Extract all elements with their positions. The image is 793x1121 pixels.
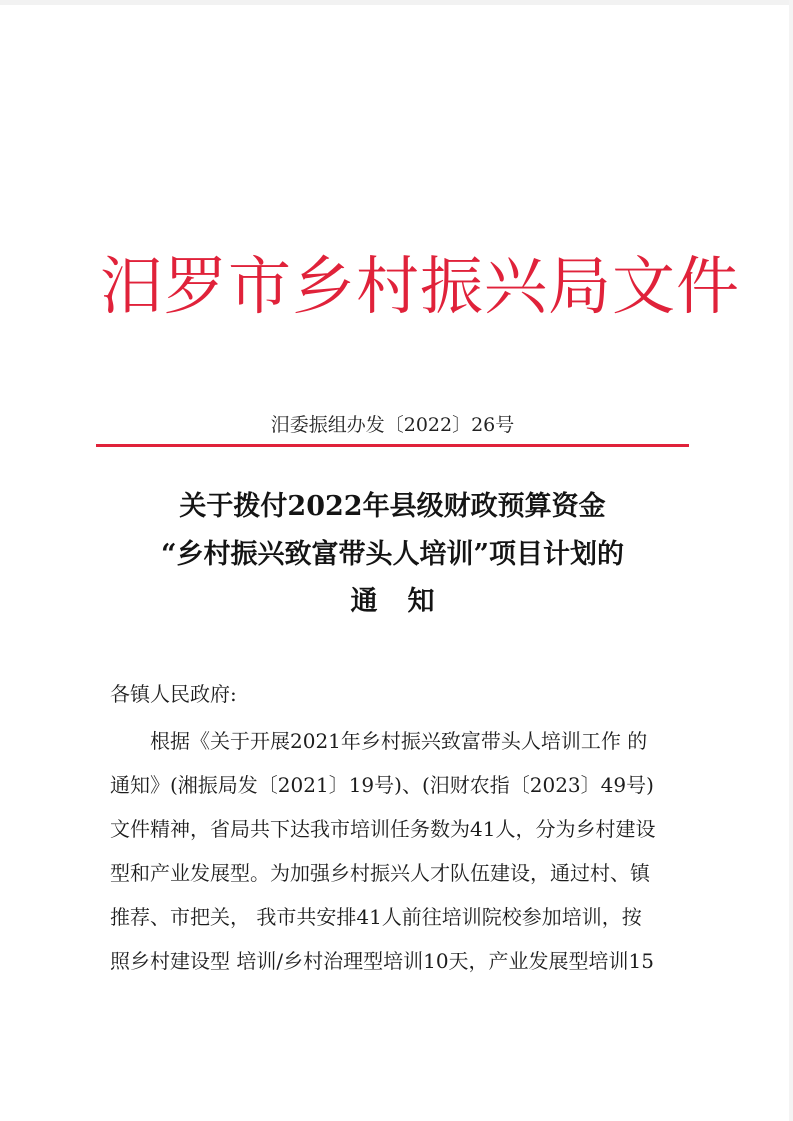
scan-edge-right [789, 0, 793, 1121]
title-line-3: 通知 [350, 586, 465, 617]
title-line-2: “乡村振兴致富带头人培训”项目计划的 [160, 539, 625, 570]
salutation: 各镇人民政府: [110, 682, 237, 706]
body-line-6: 照乡村建设型 培训/乡村治理型培训10天，产业发展型培训15 [110, 949, 654, 973]
body-line-1: 根据《关于开展2021年乡村振兴致富带头人培训工作 的 [150, 729, 648, 753]
body-line-2: 通知》(湘振局发〔2021〕19号)、(汨财农指〔2023〕49号) [110, 773, 654, 797]
body-line-5: 推荐、市把关， 我市共安排41人前往培训院校参加培训，按 [110, 905, 642, 929]
body-line-3: 文件精神，省局共下达我市培训任务数为41人，分为乡村建设 [110, 817, 656, 841]
body-paragraph [110, 719, 692, 983]
masthead-title: 汨罗市乡村振兴局文件 [100, 250, 740, 323]
document-number: 汨委振组办发〔2022〕26号 [270, 414, 515, 436]
scan-edge-top [0, 0, 793, 5]
title-line-1: 关于拨付2022年县级财政预算资金 [179, 491, 606, 522]
body-line-4: 型和产业发展型。为加强乡村振兴人才队伍建设，通过村、镇 [110, 861, 650, 885]
red-divider-line [96, 444, 689, 447]
